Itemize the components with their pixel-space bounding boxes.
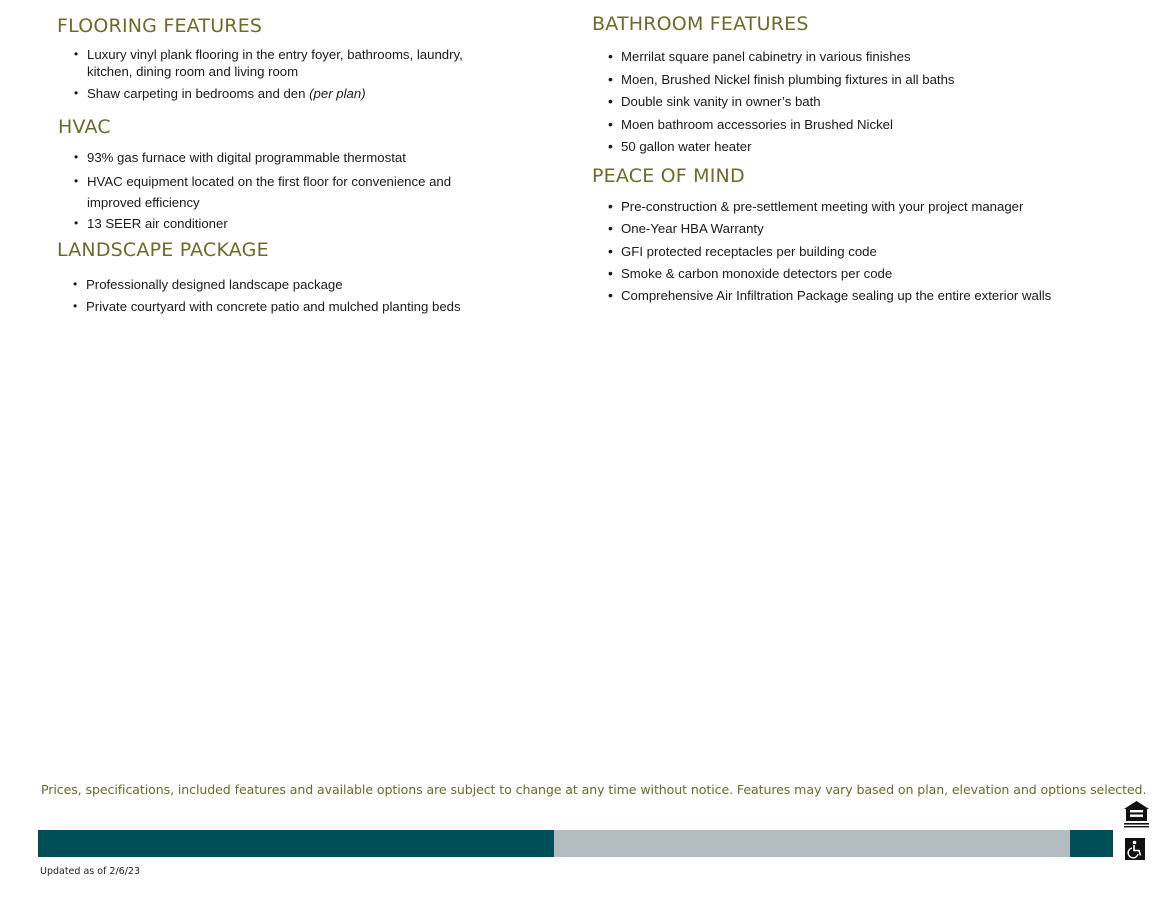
hvac-list — [74, 149, 494, 232]
equal-housing-opportunity-icon — [1123, 800, 1150, 830]
footer-bar-teal-right — [1070, 830, 1113, 857]
landscape-package-heading: LANDSCAPE PACKAGE — [57, 239, 269, 261]
list-item: • Shaw carpeting in bedrooms and den (per plan) — [74, 85, 514, 102]
bathroom-features-list — [608, 48, 1128, 155]
peace-of-mind-heading: PEACE OF MIND — [592, 165, 745, 187]
list-item: • 13 SEER air conditioner — [74, 215, 494, 232]
list-item: • Moen, Brushed Nickel finish plumbing fixtures in all baths — [608, 71, 1128, 88]
list-item: • Pre-construction & pre-settlement meeting with your project manager — [608, 198, 1128, 215]
list-item: • Merrilat square panel cabinetry in various finishes — [608, 48, 1128, 65]
list-item: • Luxury vinyl plank flooring in the entry foyer, bathrooms, laundry, kitchen, dining room and living room — [74, 46, 497, 80]
list-item: • Moen bathroom accessories in Brushed Nickel — [608, 116, 1128, 133]
footer-bar-grey — [554, 830, 1070, 857]
accessibility-icon — [1123, 837, 1150, 861]
list-item: • Professionally designed landscape package — [73, 276, 513, 293]
peace-of-mind-list — [608, 198, 1128, 304]
list-item: • GFI protected receptacles per building code — [608, 243, 1128, 260]
list-item: • Double sink vanity in owner’s bath — [608, 93, 1128, 110]
list-item: • HVAC equipment located on the first floor for convenience and improved efficiency — [74, 171, 479, 213]
footer-bar-teal-left — [38, 830, 554, 857]
landscape-package-list — [73, 276, 513, 315]
list-item: • Smoke & carbon monoxide detectors per code — [608, 265, 1128, 282]
bathroom-features-heading: BATHROOM FEATURES — [592, 13, 809, 35]
list-item: • Private courtyard with concrete patio and mulched planting beds — [73, 298, 513, 315]
list-item: • 93% gas furnace with digital programmable thermostat — [74, 149, 494, 166]
flooring-features-list — [74, 46, 514, 102]
disclaimer-text: Prices, specifications, included features and available options are subject to change at any time without notice. Features may vary based on plan, elevation and options selected. — [41, 782, 1147, 797]
list-item: • Comprehensive Air Infiltration Package sealing up the entire exterior walls — [608, 287, 1128, 304]
flooring-features-heading: FLOORING FEATURES — [57, 15, 263, 37]
list-item: • 50 gallon water heater — [608, 138, 1128, 155]
hvac-heading: HVAC — [58, 116, 111, 138]
updated-date: Updated as of 2/6/23 — [40, 866, 141, 877]
list-item: • One-Year HBA Warranty — [608, 220, 1128, 237]
